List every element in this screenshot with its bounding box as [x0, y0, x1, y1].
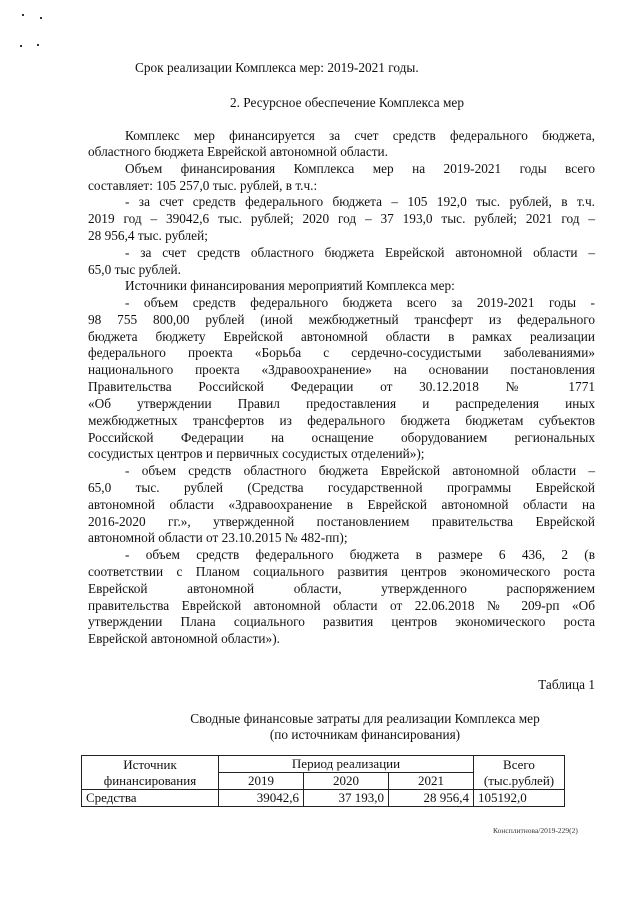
- body-line: - за счет средств федерального бюджета – 105 192,0 тыс. рублей, в т.ч.: [125, 194, 595, 209]
- body-line: федерального проекта «Борьба с сердечно-сосудистыми заболеваниями»: [88, 345, 595, 360]
- body-line: - объем средств федерального бюджета в размере 6 436, 2 (в: [125, 547, 595, 562]
- body-line: бюджета бюджету Еврейской автономной области в рамках реализации: [88, 329, 595, 344]
- body-line: Еврейской автономной области, утвержденного распоряжением: [88, 581, 595, 596]
- year-2019-header: 2019: [219, 773, 304, 790]
- row-label: Средства: [82, 790, 219, 807]
- scan-mark: [22, 14, 24, 16]
- body-line: - за счет средств областного бюджета Еврейской автономной области –: [125, 245, 595, 260]
- body-line: 2019 год – 39042,6 тыс. рублей; 2020 год – 37 193,0 тыс. рублей; 2021 год –: [88, 211, 595, 226]
- implementation-term: Срок реализации Комплекса мер: 2019-2021 годы.: [135, 60, 419, 75]
- body-line: утверждении Плана социального развития центров экономического роста: [88, 614, 595, 629]
- body-line: Российской Федерации на оснащение оборудованием региональных: [88, 430, 595, 445]
- section-heading: 2. Ресурсное обеспечение Комплекса мер: [230, 95, 464, 110]
- cell-2020: 37 193,0: [304, 790, 389, 807]
- body-line: областного бюджета Еврейской автономной области.: [88, 144, 388, 159]
- table-row: [82, 790, 565, 807]
- body-line: автономной области от 23.10.2015 № 482-пп);: [88, 530, 348, 545]
- table-label: Таблица 1: [538, 677, 595, 692]
- period-header: Период реализации: [219, 756, 474, 773]
- body-line: соответствии с Планом социального развития центров экономического роста: [88, 564, 595, 579]
- financing-table: [81, 755, 565, 807]
- cell-2021: 28 956,4: [389, 790, 474, 807]
- body-line: автономной области «Здравоохранение в Еврейской автономной области на: [88, 497, 595, 512]
- body-line: национального проекта «Здравоохранение» на основании постановления: [88, 362, 595, 377]
- body-line: - объем средств областного бюджета Еврейской автономной области –: [125, 463, 595, 478]
- body-line: правительства Еврейской автономной области от 22.06.2018 № 209-рп «Об: [88, 598, 595, 613]
- body-line: Правительства Российской Федерации от 30.12.2018 № 1771: [88, 379, 595, 394]
- table-subtitle: (по источникам финансирования): [269, 727, 461, 742]
- cell-total: 105192,0: [474, 790, 565, 807]
- year-2021-header: 2021: [389, 773, 474, 790]
- year-2020-header: 2020: [304, 773, 389, 790]
- body-line: Объем финансирования Комплекса мер на 2019-2021 годы всего: [125, 161, 595, 176]
- body-line: 2016-2020 гг.», утвержденной постановлением правительства Еврейской: [88, 514, 595, 529]
- body-line: Комплекс мер финансируется за счет средств федерального бюджета,: [125, 128, 595, 143]
- footer-code: Консплитнова/2019-229(2): [493, 826, 578, 835]
- body-line: Еврейской автономной области»).: [88, 631, 280, 646]
- body-line: Источники финансирования мероприятий Комплекса мер:: [125, 278, 455, 293]
- body-line: составляет: 105 257,0 тыс. рублей, в т.ч.:: [88, 178, 318, 193]
- source-header: Источник финансирования: [82, 756, 219, 790]
- body-line: 28 956,4 тыс. рублей;: [88, 228, 208, 243]
- cell-2019: 39042,6: [219, 790, 304, 807]
- scan-mark: [20, 45, 22, 47]
- body-line: - объем средств федерального бюджета всего за 2019-2021 годы -: [125, 295, 595, 310]
- body-line: межбюджетных трансфертов из федерального бюджета бюджетам субъектов: [88, 413, 595, 428]
- body-line: 98 755 800,00 рублей (иной межбюджетный трансферт из федерального: [88, 312, 595, 327]
- table-header-row: [82, 756, 565, 773]
- total-header: Всего (тыс.рублей): [474, 756, 565, 790]
- body-line: 65,0 тыс. рублей (Средства государственной программы Еврейской: [88, 480, 595, 495]
- scan-mark: [37, 44, 39, 46]
- scan-mark: [40, 17, 42, 19]
- body-line: сосудистых центров и первичных сосудистых отделений»);: [88, 446, 425, 461]
- table-title: Сводные финансовые затраты для реализации Комплекса мер: [190, 711, 540, 726]
- body-line: «Об утверждении Правил предоставления и распределения иных: [88, 396, 595, 411]
- body-line: 65,0 тыс рублей.: [88, 262, 181, 277]
